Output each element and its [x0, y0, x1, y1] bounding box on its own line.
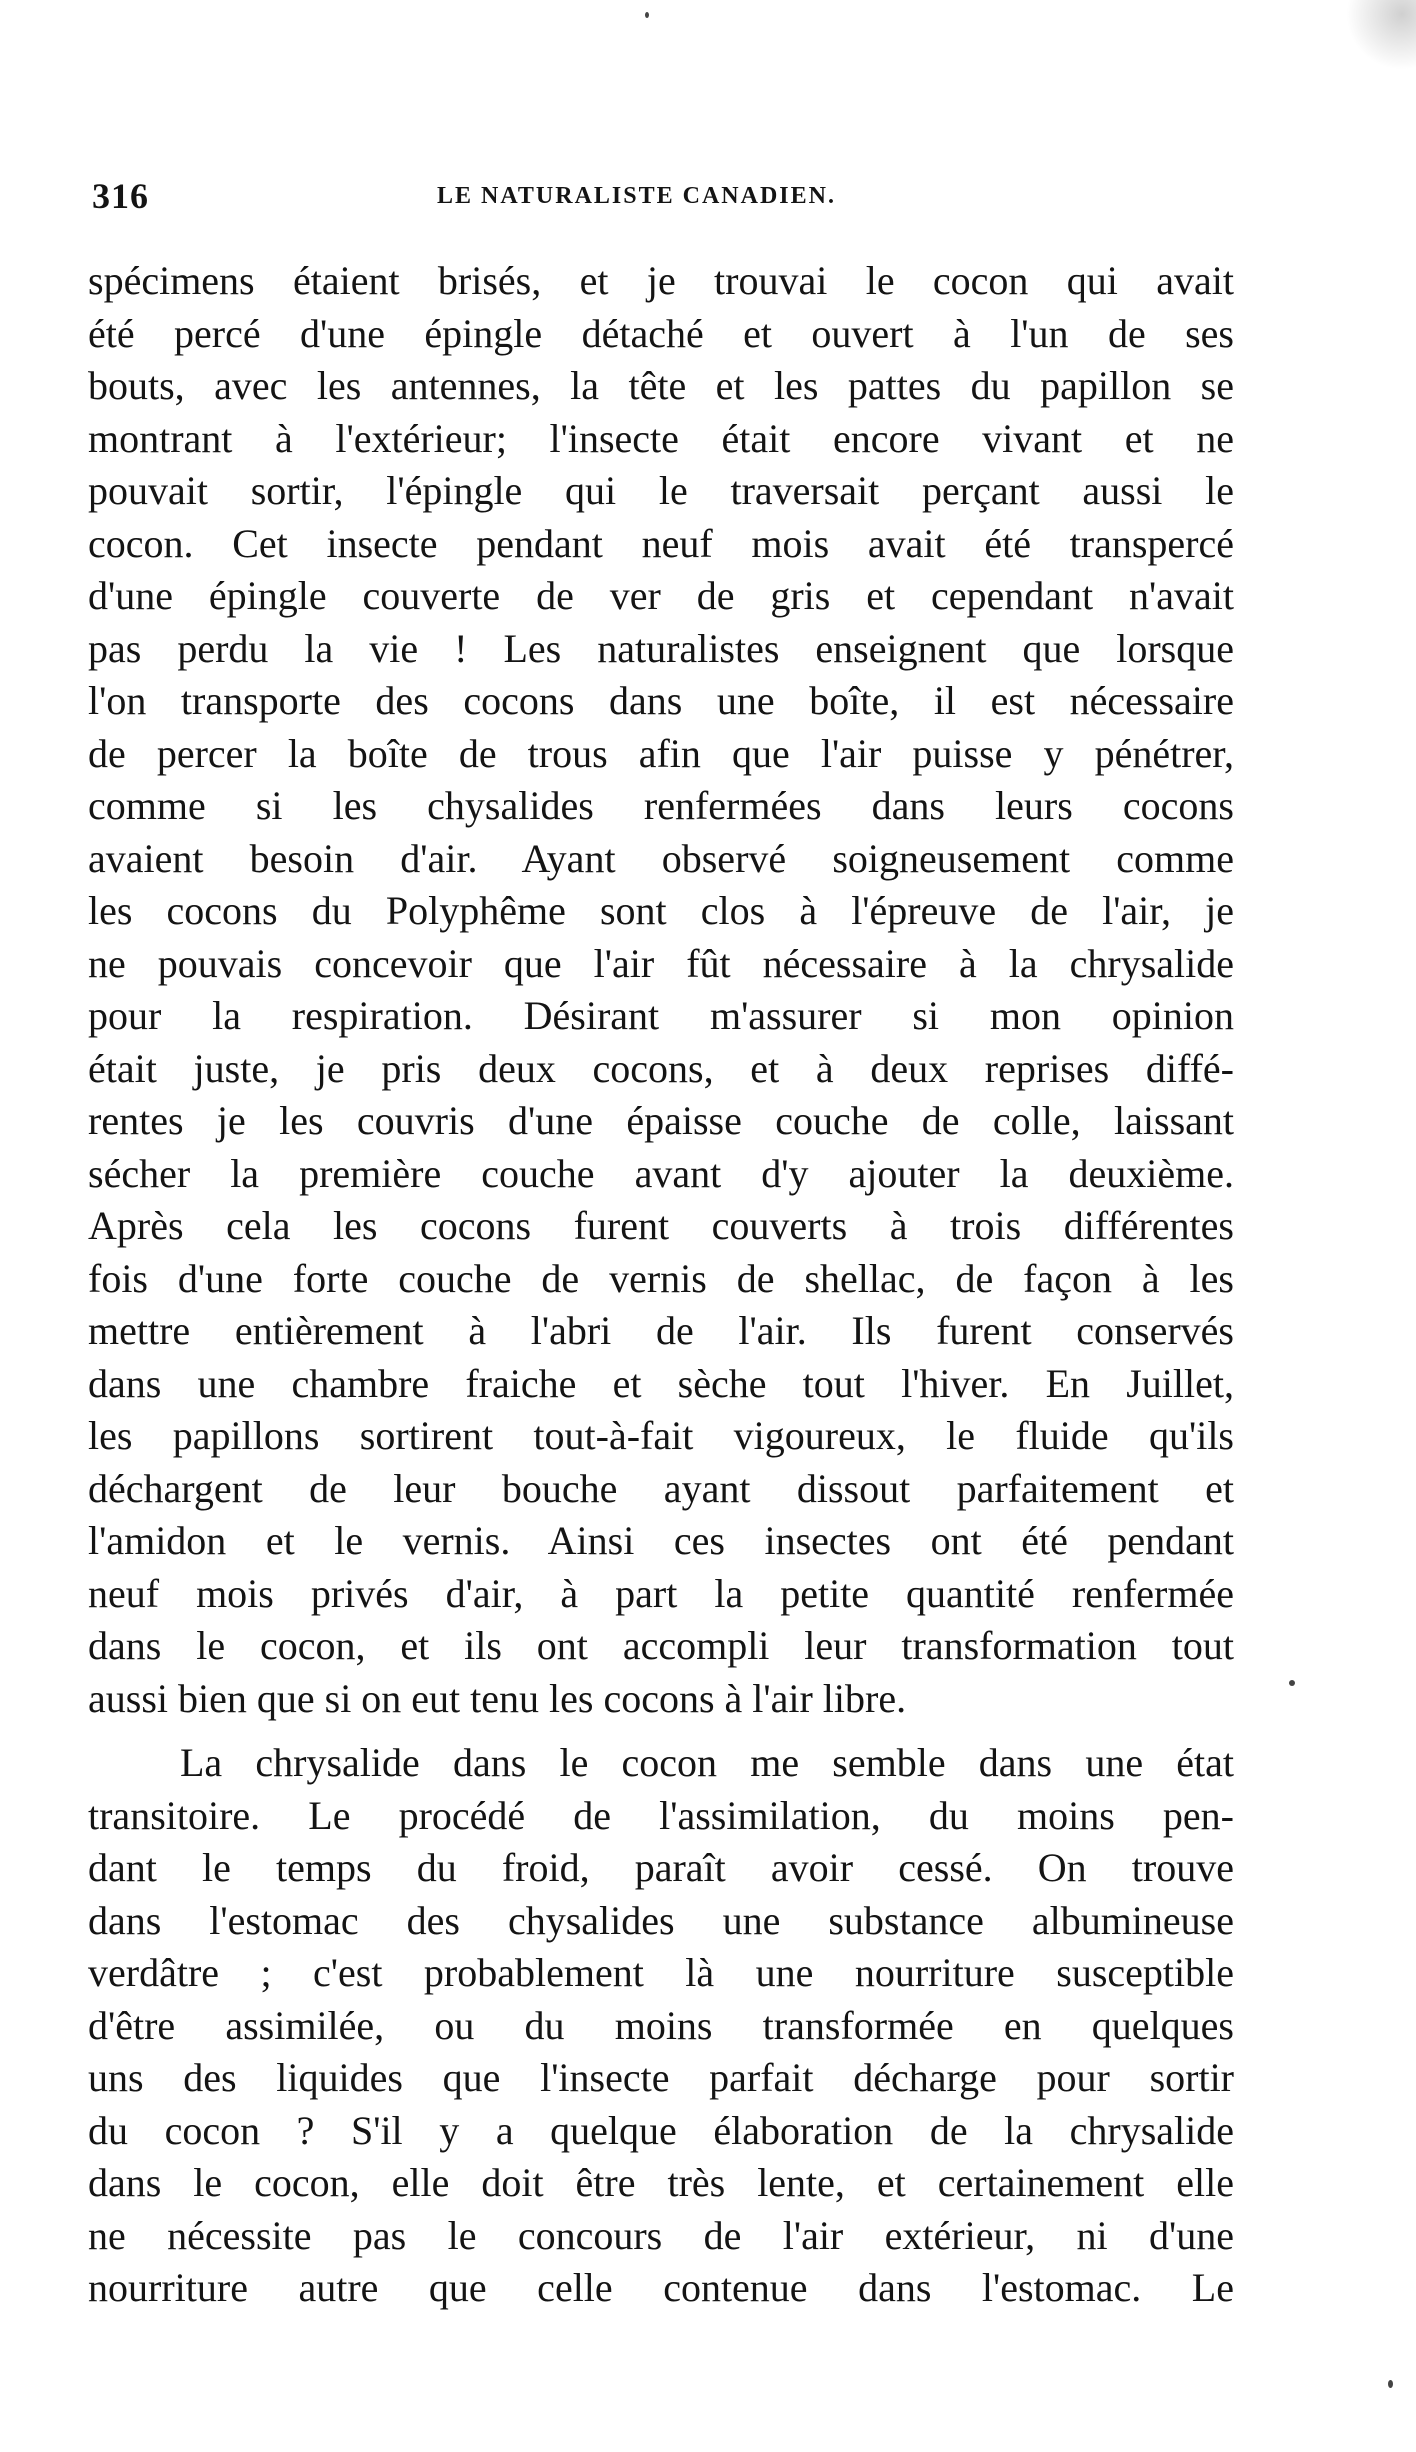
text-line: été percé d'une épingle détaché et ouvert à l'un de ses	[88, 310, 1234, 356]
text-line: nourriture autre que celle contenue dans l'estomac. Le	[88, 2265, 1234, 2310]
text-line: rentes je les couvris d'une épaisse couche de colle, laissant	[88, 1098, 1234, 1143]
text-line: pas perdu la vie ! Les naturalistes enseignent que lorsque	[88, 625, 1234, 671]
text-line: dans une chambre fraiche et sèche tout l'hiver. En Juillet,	[88, 1360, 1234, 1406]
text-line: dans l'estomac des chysalides une substance albumineuse	[88, 1897, 1234, 1943]
text-line: l'amidon et le vernis. Ainsi ces insectes ont été pendant	[88, 1518, 1234, 1563]
text-line: pour la respiration. Désirant m'assurer si mon opinion	[88, 993, 1234, 1038]
text-line: d'être assimilée, ou du moins transformée en quelques	[88, 2002, 1234, 2048]
body-text	[88, 255, 1234, 2315]
text-line: verdâtre ; c'est probablement là une nourriture susceptible	[88, 1950, 1234, 1995]
text-line: mettre entièrement à l'abri de l'air. Ils furent conservés	[88, 1308, 1234, 1353]
paragraph-2	[88, 1737, 1234, 2315]
text-line: dans le cocon, elle doit être très lente, et certainement elle	[88, 2160, 1234, 2205]
text-line: cocon. Cet insecte pendant neuf mois avait été transpercé	[88, 520, 1234, 566]
page-number: 316	[92, 176, 149, 216]
text-line: dans le cocon, et ils ont accompli leur transformation tout	[88, 1623, 1234, 1668]
paragraph-gap	[88, 1725, 1234, 1737]
text-line: uns des liquides que l'insecte parfait décharge pour sortir	[88, 2055, 1234, 2100]
text-line: ne pouvais concevoir que l'air fût nécessaire à la chrysalide	[88, 940, 1234, 986]
text-line: fois d'une forte couche de vernis de shellac, de façon à les	[88, 1255, 1234, 1301]
text-line: les papillons sortirent tout-à-fait vigoureux, le fluide qu'ils	[88, 1413, 1234, 1458]
text-line: neuf mois privés d'air, à part la petite quantité renfermée	[88, 1570, 1234, 1616]
running-head	[92, 175, 1232, 225]
text-line: de percer la boîte de trous afin que l'air puisse y pénétrer,	[88, 730, 1234, 776]
scan-speck	[1388, 2380, 1393, 2388]
text-line: pouvait sortir, l'épingle qui le traversait perçant aussi le	[88, 468, 1234, 513]
text-line: d'une épingle couverte de ver de gris et cependant n'avait	[88, 573, 1234, 618]
text-line: dant le temps du froid, paraît avoir cessé. On trouve	[88, 1845, 1234, 1890]
text-line: aussi bien que si on eut tenu les cocons à l'air libre.	[88, 1675, 907, 1721]
text-line: bouts, avec les antennes, la tête et les pattes du papillon se	[88, 363, 1234, 408]
text-line: comme si les chysalides renfermées dans leurs cocons	[88, 783, 1234, 828]
scan-edge-noise	[1346, 0, 1416, 70]
text-line: spécimens étaient brisés, et je trouvai le cocon qui avait	[88, 258, 1234, 303]
text-line: Après cela les cocons furent couverts à trois différentes	[88, 1203, 1234, 1248]
text-line: montrant à l'extérieur; l'insecte était encore vivant et ne	[88, 415, 1234, 461]
paragraph-1	[88, 255, 1234, 1725]
text-line: avaient besoin d'air. Ayant observé soigneusement comme	[88, 835, 1234, 881]
journal-title: LE NATURALISTE CANADIEN.	[437, 183, 836, 209]
text-line: sécher la première couche avant d'y ajouter la deuxième.	[88, 1150, 1234, 1196]
text-line: était juste, je pris deux cocons, et à deux reprises diffé-	[88, 1045, 1234, 1091]
text-line: les cocons du Polyphême sont clos à l'épreuve de l'air, je	[88, 888, 1234, 933]
text-line: transitoire. Le procédé de l'assimilation, du moins pen-	[88, 1792, 1234, 1838]
text-line: l'on transporte des cocons dans une boîte, il est nécessaire	[88, 678, 1234, 723]
text-line: La chrysalide dans le cocon me semble dans une état	[180, 1740, 1234, 1785]
scan-speck	[1289, 1680, 1295, 1686]
text-line: du cocon ? S'il y a quelque élaboration de la chrysalide	[88, 2107, 1234, 2153]
scan-speck	[645, 12, 649, 18]
text-line: ne nécessite pas le concours de l'air extérieur, ni d'une	[88, 2212, 1234, 2258]
text-line: déchargent de leur bouche ayant dissout parfaitement et	[88, 1465, 1234, 1511]
